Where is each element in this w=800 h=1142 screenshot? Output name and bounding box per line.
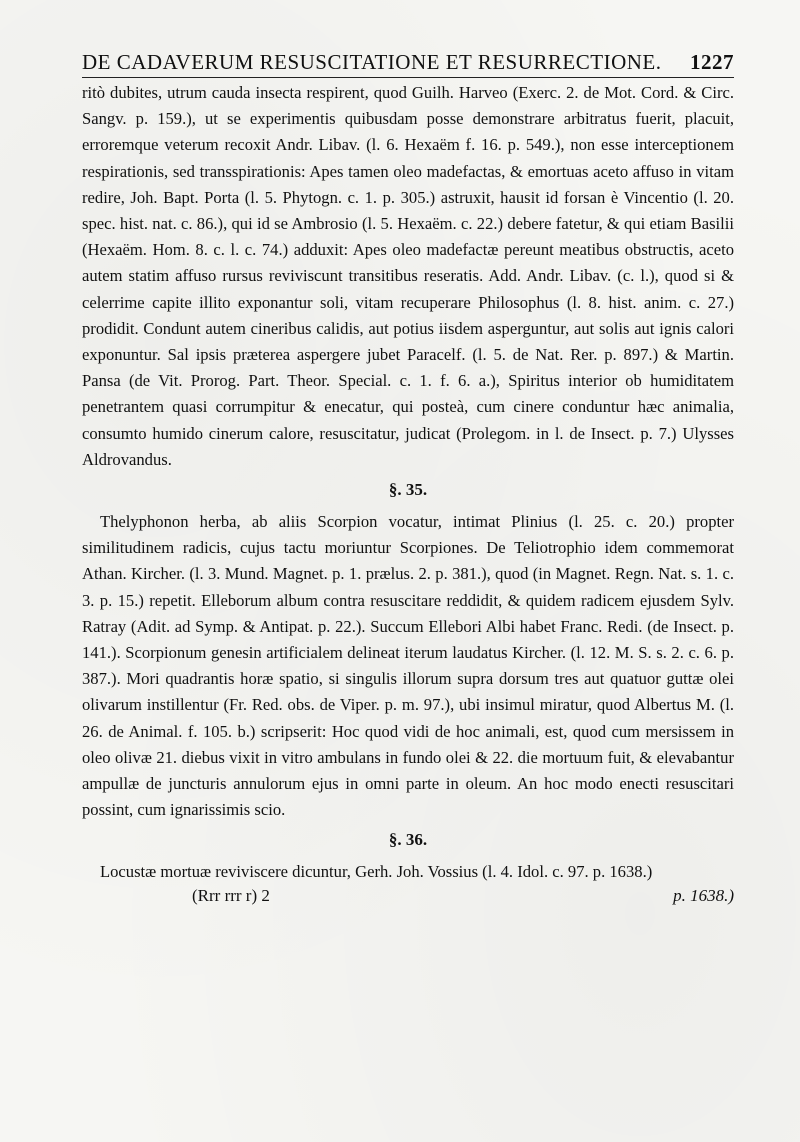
page-footer — [82, 886, 734, 906]
section-heading-35: §. 35. — [388, 480, 428, 500]
signature-mark: (Rrr rrr r) 2 — [192, 885, 270, 905]
paragraph-continued: ritò dubites, utrum cauda insecta respirent, quod Guilh. Harveo (Exerc. 2. de Mot. Cord. & Circ. Sangv. p. 159.), ut se experimentis quibusdam posse demonstrare arbitratus fuerit, placuit, erroremque veterum recoxit Andr. Libav. (l. 6. Hexaëm f. 16. p. 549.), non esse interceptionem respirationis, sed transspirationis: Apes tamen oleo madefactas, & emortuas aceto affuso in vitam redire, Joh. Bapt. Porta (l. 5. Phytogn. c. 1. p. 305.) astruxit, hausit id forsan è Vincentio (l. 20. spec. hist. nat. c. 86.), qui id se Ambrosio (l. 5. Hexaëm. c. 22.) debere fatetur, & qui etiam Basilii (Hexaëm. Hom. 8. c. l. c. 74.) adduxit: Apes oleo madefactæ pereunt meatibus obstructis, aceto autem statim affuso rursus reviviscunt transitibus reseratis. Add. Andr. Libav. (c. l.), quod si & celerrime capite illito exponantur soli, vitam recuperare Philosophus (l. 8. hist. anim. c. 27.) prodidit. Condunt autem cineribus calidis, aut potius iisdem asperguntur, aut solis aut ignis calori exponuntur. Sal ipsis præterea aspergere jubet Paracelf. (l. 5. de Nat. Rer. p. 897.) & Martin. Pansa (de Vit. Prorog. Part. Theor. Special. c. 1. f. 6. a.), Spiritus interior ob humiditatem penetrantem quasi corrumpitur & enecatur, qui posteà, cum cinere conduntur hæc animalia, consumto humido cinerum calore, resuscitatur, judicat (Prolegom. in l. de Insect. p. 7.) Ulysses Aldrovandus. — [82, 83, 734, 469]
paragraph-section-36: Locustæ mortuæ reviviscere dicuntur, Gerh. Joh. Vossius (l. 4. Idol. c. 97. p. 1638.) — [100, 862, 653, 882]
running-head — [82, 50, 734, 78]
paragraph-section-35: Thelyphonon herba, ab aliis Scorpion vocatur, intimat Plinius (l. 25. c. 20.) propter similitudinem radicis, cujus tactu moriuntur Scorpiones. De Teliotrophio idem commemorat Athan. Kircher. (l. 3. Mund. Magnet. p. 1. prælus. 2. p. 381.), quod (in Magnet. Regn. Nat. s. 1. c. 3. p. 15.) repetit. Elleborum album contra resuscitare reddidit, & quidem radicem ejusdem Sylv. Ratray (Adit. ad Symp. & Antipat. p. 22.). Succum Ellebori Albi habet Franc. Redi. (de Insect. p. 141.). Scorpionum genesin artificialem delineat iterum laudatus Kircher. (l. 12. M. S. s. 2. c. 6. p. 387.). Mori quadrantis horæ spatio, si singulis illorum supra dorsum tres aut quatuor guttæ olei olivarum instillentur (Fr. Red. obs. de Viper. p. m. 97.), ubi insimul miratur, quod Albertus M. (l. 26. de Animal. f. 105. b.) scripserit: Hoc quod vidi de hoc animali, est, quod cum mersissem in oleo olivæ 21. diebus vixit in vitro ambulans in fundo olei & 22. die mortuum fuit, & elevabantur ampullæ de juncturis annulorum ejus in omni parte in oleum. An hoc modo enecti resuscitari possint, cum ignarissimis scio. — [82, 512, 734, 820]
body-text — [82, 80, 734, 886]
catchword: p. 1638.) — [673, 885, 734, 905]
page-number: 1227 — [690, 50, 734, 74]
running-title: DE CADAVERUM RESUSCITATIONE ET RESURRECTIONE. — [82, 50, 662, 74]
section-heading-36: §. 36. — [388, 830, 428, 850]
